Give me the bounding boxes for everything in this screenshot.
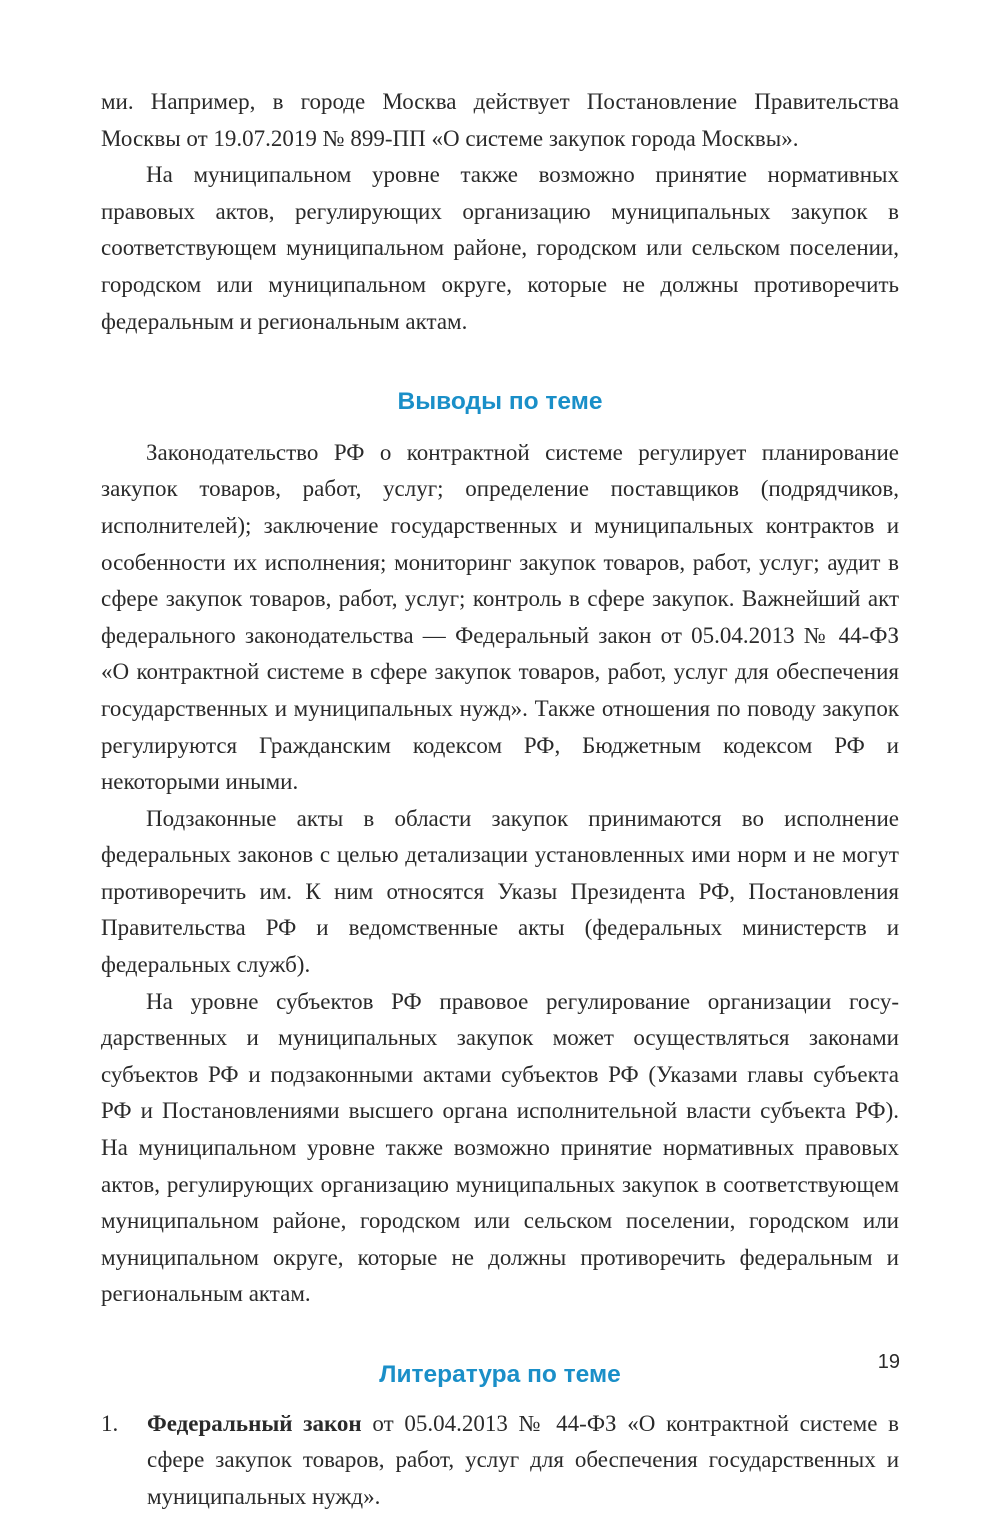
literature-item-bold: Федеральный закон — [147, 1410, 362, 1436]
paragraph-conclusion-2: Подзаконные акты в области закупок принимаются во исполнение федеральных законов с целью детализации установленных ими норм и не могут противоречить им. К ним относятся Указы Президента РФ, Постановления Правительства РФ и ведомственные акты (федеральных министерств и федеральных служб). — [101, 805, 899, 978]
literature-list — [101, 1406, 899, 1515]
literature-item-text — [147, 1406, 899, 1515]
literature-item-rest: от 05.04.2013 № 44-ФЗ «О контрактной системе в сфере закупок товаров, работ, услуг для обеспечения государственных и муниципальных нужд». — [147, 1410, 899, 1509]
literature-item-number: 1. — [101, 1410, 119, 1436]
page-content — [101, 84, 899, 1515]
paragraph-continuation: ми. Например, в городе Москва действует Постановление Правительства Москвы от 19.07.2019 № 899-ПП «О системе закупок города Москвы». — [101, 89, 899, 151]
section-heading-literature: Литература по теме — [379, 1361, 621, 1388]
page-number: 19 — [877, 1351, 900, 1373]
paragraph-conclusion-1: Законодательство РФ о контрактной системе регулирует планирование закупок товаров, работ, услуг; определение поставщиков (подрядчиков, исполнителей); заключение государственных и муниципальных контрактов и особенности их исполнения; мониторинг закупок товаров, работ, услуг; аудит в сфере закупок товаров, работ, услуг; контроль в сфере закупок. Важнейший акт федерального законодательства — Федеральный закон от 05.04.2013 № 44-ФЗ «О контрактной системе в сфере закупок товаров, работ, услуг для обеспечения государственных и муниципальных нужд». Также отношения по поводу закупок регулируются Гражданским кодексом РФ, Бюджетным кодексом РФ и некоторыми иными. — [101, 439, 899, 795]
paragraph-municipal: На муниципальном уровне также возможно принятие нормативных правовых актов, регулирующих организацию муниципальных закупок в соответствующем муниципальном районе, городском или сельском поселении, городском или муниципальном округе, которые не должны противоречить федеральным и региональным актам. — [101, 162, 899, 334]
paragraph-conclusion-3: На уровне субъектов РФ правовое регулирование организации государственных и муниципальных закупок может осуществляться законами субъектов РФ и подзаконными актами субъектов РФ (Указами главы субъекта РФ и Постановлениями высшего органа исполнительной власти субъекта РФ). На муниципальном уровне также возможно принятие нормативных правовых актов, регулирующих организацию муниципальных закупок в соответствующем муниципальном районе, городском или сельском поселении, городском или муниципальном округе, которые не должны противоречить федеральным и региональным актам. — [101, 988, 899, 1307]
section-heading-conclusions: Выводы по теме — [397, 388, 603, 416]
literature-item — [101, 1406, 899, 1515]
